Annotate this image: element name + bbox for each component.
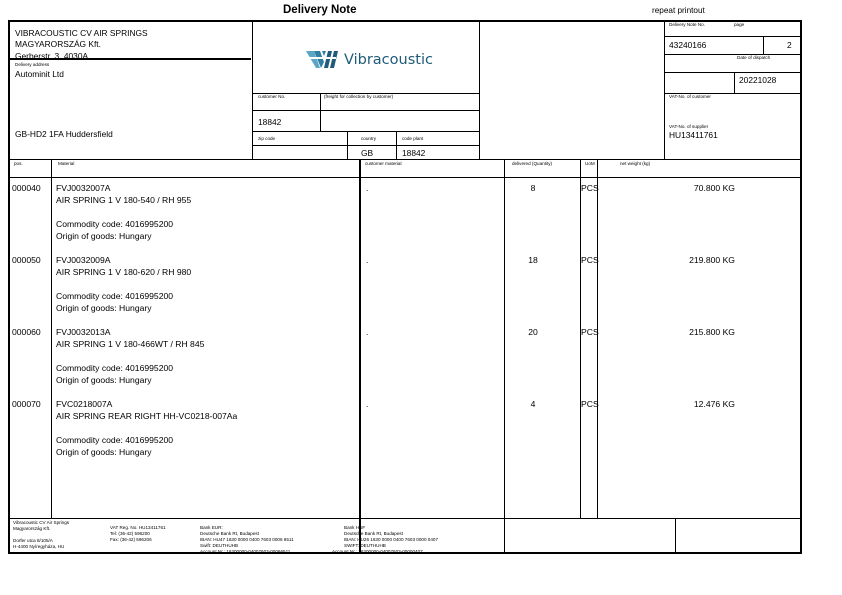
footer-line: Deutsche Bank Rt, Budapest (200, 530, 259, 536)
item-pos: 000050 (12, 255, 41, 265)
page-label: page (734, 22, 745, 27)
item-weight: 70.800 KG (693, 183, 735, 193)
item-description: AIR SPRING 1 V 180-466WT / RH 845 (56, 339, 205, 349)
footer-line: Bank HUF (344, 525, 366, 530)
date-of-dispatch-value: 20221028 (739, 75, 777, 85)
footer-line: Vibracoustic CV Air Springs (13, 520, 70, 525)
sender-line-3: Gerberstr. 3, 4030A (15, 51, 89, 61)
item-origin: Origin of goods: Hungary (56, 375, 152, 385)
table-row (0, 400, 842, 470)
item-weight: 219.800 KG (689, 255, 735, 265)
vibracoustic-logo (306, 48, 446, 74)
code-plant-label: code plant (402, 136, 424, 141)
code-plant-value: 18842 (402, 148, 426, 158)
footer-bank-eur (200, 525, 294, 555)
footer-line: VAT Reg. No. HU13411761 (110, 525, 166, 530)
item-commodity: Commodity code: 4016995200 (56, 219, 174, 229)
footer-line: Magyarország Kft. (13, 525, 51, 531)
item-unit: PCS (581, 399, 599, 409)
table-row (0, 184, 842, 254)
date-of-dispatch-label: Date of dispatch (737, 55, 771, 60)
item-pos: 000070 (12, 399, 41, 409)
footer-line: Account Nr.: 16300000-04007603-00000407 (332, 548, 423, 554)
delivery-note-no-value: 43240166 (669, 40, 707, 50)
country-value: GB (361, 148, 374, 158)
col-unit-header: UoM (585, 161, 595, 166)
item-pos: 000060 (12, 327, 41, 337)
item-quantity: 20 (528, 327, 538, 337)
item-pos: 000040 (12, 183, 41, 193)
table-row (0, 328, 842, 398)
item-weight: 12.476 KG (693, 399, 735, 409)
item-quantity: 4 (530, 399, 536, 409)
vibracoustic-logo-text: Vibracoustic (344, 52, 433, 68)
sender-line-1: VIBRACOUSTIC CV AIR SPRINGS (15, 28, 148, 38)
item-customer-material: . (366, 399, 369, 409)
item-unit: PCS (581, 183, 599, 193)
footer-line: IBAN: HU47 1630 0000 0400 7603 0006 6511 (200, 536, 294, 542)
item-unit: PCS (581, 255, 599, 265)
item-customer-material: . (366, 255, 369, 265)
delivery-note-no-label: Delivery Note No. (669, 22, 705, 27)
item-quantity: 18 (528, 255, 538, 265)
item-code: FVJ0032007A (56, 183, 111, 193)
item-commodity: Commodity code: 4016995200 (56, 435, 174, 445)
col-weight-header: net weight (kg) (620, 161, 651, 166)
footer-line: Swift: DEUTHUHB (200, 542, 239, 548)
item-description: AIR SPRING 1 V 180-620 / RH 980 (56, 267, 192, 277)
item-code: FVC0218007A (56, 399, 113, 409)
footer-bank-huf (332, 525, 438, 555)
col-pos-header: pos. (14, 161, 23, 166)
vat-supplier-value: HU13411761 (669, 130, 718, 140)
footer-line: Account Nr.: 16300000-04007603-00066511 (200, 548, 291, 554)
table-row (0, 256, 842, 326)
item-description: AIR SPRING 1 V 180-540 / RH 955 (56, 195, 192, 205)
item-commodity: Commodity code: 4016995200 (56, 291, 174, 301)
delivery-address-name: Autominit Ltd (15, 69, 64, 79)
footer-line: Dorfer utca 8/105/A (13, 537, 53, 543)
item-quantity: 8 (530, 183, 536, 193)
item-customer-material: . (366, 327, 369, 337)
vat-customer-label: VAT-No. of customer (669, 94, 711, 99)
footer-contact (110, 525, 166, 543)
col-material-header: Material (58, 161, 75, 166)
item-description: AIR SPRING REAR RIGHT HH-VC0218-007Aa (56, 411, 238, 421)
vibracoustic-logo-icon (306, 48, 342, 72)
item-origin: Origin of goods: Hungary (56, 447, 152, 457)
delivery-address-city: GB-HD2 1FA Huddersfield (15, 129, 113, 139)
footer-line: SWIFT: DEUTHUHB (344, 542, 386, 548)
repeat-printout-note: repeat printout (652, 6, 705, 15)
footer-line: IBAN: HU26 1630 0000 0400 7603 0000 0407 (344, 536, 438, 542)
item-customer-material: . (366, 183, 369, 193)
item-origin: Origin of goods: Hungary (56, 303, 152, 313)
footer-line: Fax: (36-42) 596206 (110, 536, 152, 542)
col-customer-material-header: customer material (365, 161, 402, 166)
customer-no-value: 18842 (258, 117, 282, 127)
item-origin: Origin of goods: Hungary (56, 231, 152, 241)
page-value: 2 (787, 40, 792, 50)
freight-label: (freight for collection by customer) (324, 94, 394, 99)
country-label: country (361, 136, 377, 141)
col-delivered-header: delivered (Quantity) (512, 161, 553, 166)
item-commodity: Commodity code: 4016995200 (56, 363, 174, 373)
sender-line-2: MAGYARORSZÁG Kft. (15, 39, 101, 49)
delivery-address-label: Delivery address (15, 62, 50, 67)
item-unit: PCS (581, 327, 599, 337)
customer-no-label: customer No. (258, 94, 286, 99)
item-weight: 215.800 KG (689, 327, 735, 337)
document-title: Delivery Note (283, 4, 357, 16)
footer-line: Tel: (36-42) 596200 (110, 530, 150, 536)
footer-line: H-4400 Nyíregyháza, HU (13, 543, 65, 549)
footer-company (13, 520, 69, 550)
zip-code-label: zip code (258, 136, 276, 141)
footer-line: Bank EUR: (200, 525, 223, 530)
footer-line: Deutsche Bank Rt, Budapest (344, 530, 403, 536)
item-code: FVJ0032013A (56, 327, 111, 337)
vat-supplier-label: VAT-No. of supplier (669, 124, 709, 129)
item-code: FVJ0032009A (56, 255, 111, 265)
